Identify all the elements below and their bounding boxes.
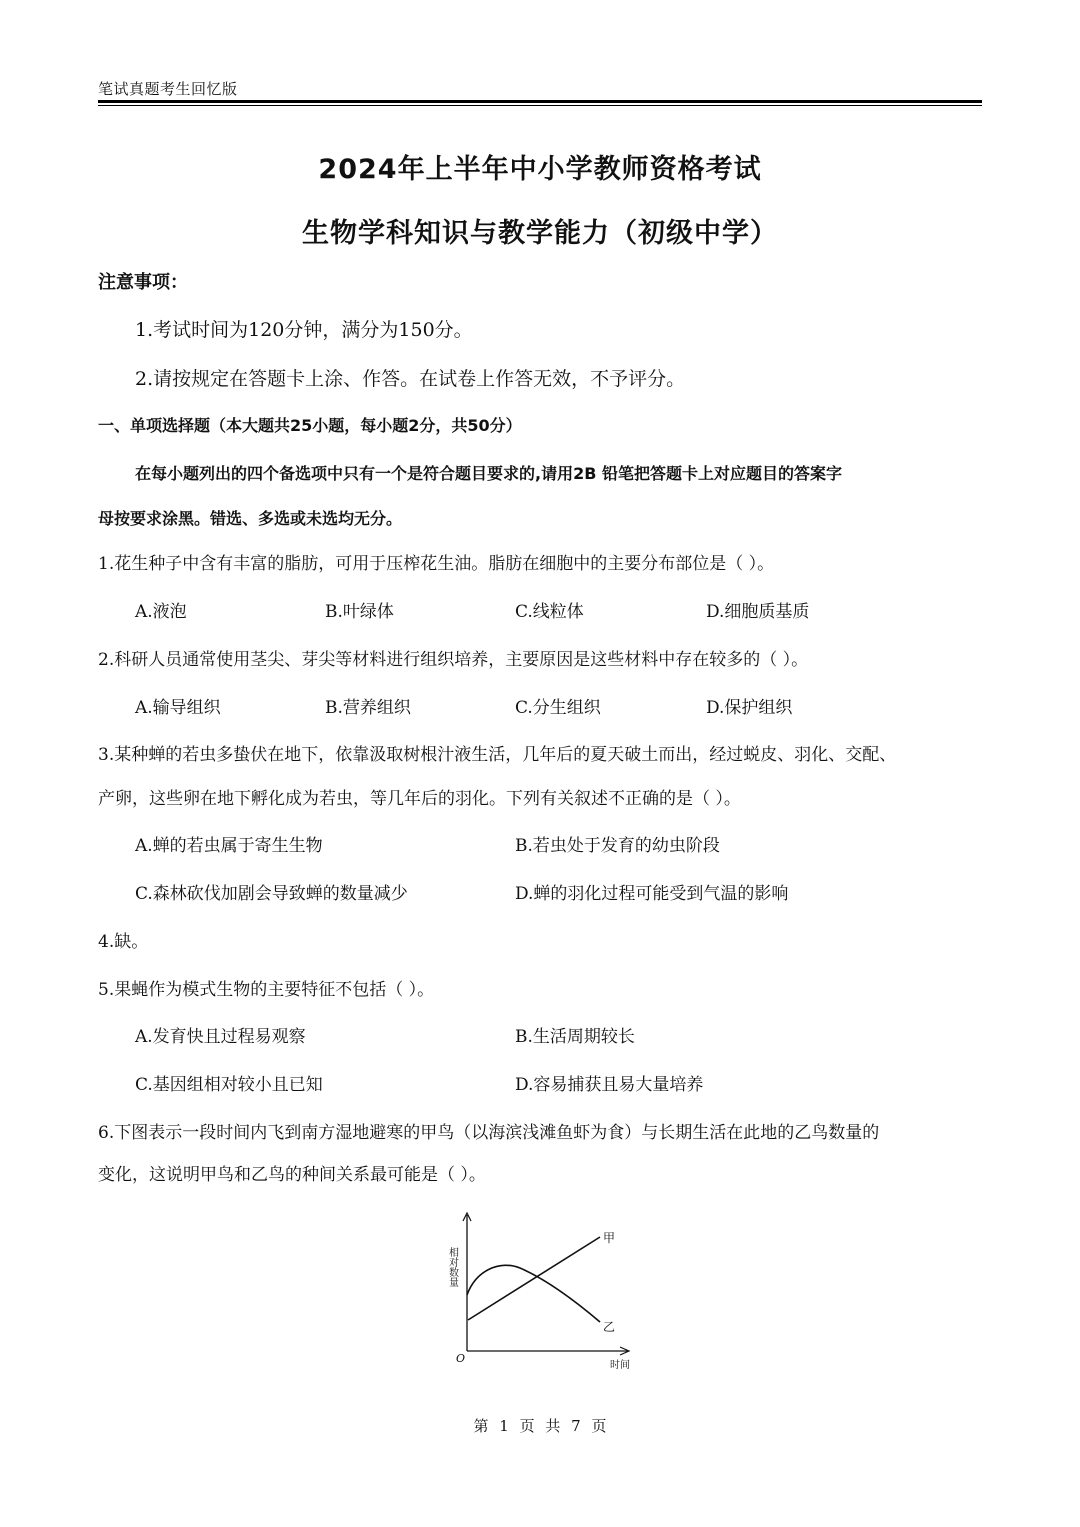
question-stem: 产卵，这些卵在地下孵化成为若虫，等几年后的羽化。下列有关叙述不正确的是（ ）。 <box>98 789 741 809</box>
question-option: C.分生组织 <box>515 698 601 718</box>
question-option: A.输导组织 <box>135 698 221 718</box>
series-line-yi <box>467 1265 600 1322</box>
header-rule-thin <box>98 105 982 106</box>
question-option: B.叶绿体 <box>325 602 394 622</box>
series-line-jia <box>468 1237 600 1320</box>
question-option: D.容易捕获且易大量培养 <box>515 1075 704 1095</box>
header-rule-thick <box>98 100 982 103</box>
x-axis-label: 时间 <box>610 1360 630 1370</box>
origin-label: O <box>456 1352 466 1365</box>
series-label-jia: 甲 <box>603 1231 616 1245</box>
question-stem: 1.花生种子中含有丰富的脂肪，可用于压榨花生油。脂肪在细胞中的主要分布部位是（ ）。 <box>98 554 775 574</box>
question-stem: 3.某种蝉的若虫多蛰伏在地下，依靠汲取树根汁液生活，几年后的夏天破土而出，经过蜕皮、羽化、交配、 <box>98 745 897 765</box>
question-stem: 4.缺。 <box>98 932 149 952</box>
question-option: A.蝉的若虫属于寄生生物 <box>135 836 323 856</box>
question-option: B.生活周期较长 <box>515 1027 635 1047</box>
question-option: D.细胞质基质 <box>706 602 810 622</box>
question-option: D.蝉的羽化过程可能受到气温的影响 <box>515 884 789 904</box>
notice-heading: 注意事项： <box>98 272 188 293</box>
question-option: C.森林砍伐加剧会导致蝉的数量减少 <box>135 884 408 904</box>
y-axis-label: 相对数量 <box>446 1247 458 1287</box>
question-stem: 6.下图表示一段时间内飞到南方湿地避寒的甲鸟（以海滨浅滩鱼虾为食）与长期生活在此地的乙鸟数量的 <box>98 1123 880 1143</box>
notice-item: 1.考试时间为120分钟，满分为150分。 <box>135 319 473 341</box>
page-footer: 第 1 页 共 7 页 <box>473 1417 607 1435</box>
series-label-yi: 乙 <box>603 1320 616 1334</box>
question-option: C.线粒体 <box>515 602 584 622</box>
question-option: B.营养组织 <box>325 698 411 718</box>
exam-title: 2024年上半年中小学教师资格考试 <box>318 154 762 185</box>
question-stem: 2.科研人员通常使用茎尖、芽尖等材料进行组织培养，主要原因是这些材料中存在较多的（ ）。 <box>98 650 809 670</box>
question-option: D.保护组织 <box>706 698 793 718</box>
section-heading: 一、单项选择题（本大题共25小题，每小题2分，共50分） <box>98 416 522 435</box>
section-instruction: 母按要求涂黑。错选、多选或未选均无分。 <box>98 509 403 528</box>
question-option: A.发育快且过程易观察 <box>135 1027 306 1047</box>
header-label: 笔试真题考生回忆版 <box>98 80 238 98</box>
exam-subtitle: 生物学科知识与教学能力（初级中学） <box>302 218 778 249</box>
question-option: A.液泡 <box>135 602 187 622</box>
section-instruction: 在每小题列出的四个备选项中只有一个是符合题目要求的,请用2B 铅笔把答题卡上对应题目的答案字 <box>135 464 842 483</box>
notice-item: 2.请按规定在答题卡上涂、作答。在试卷上作答无效，不予评分。 <box>135 368 686 390</box>
question-option: C.基因组相对较小且已知 <box>135 1075 323 1095</box>
population-chart <box>440 1205 650 1370</box>
question-stem: 5.果蝇作为模式生物的主要特征不包括（ ）。 <box>98 980 435 1000</box>
question-option: B.若虫处于发育的幼虫阶段 <box>515 836 720 856</box>
question-stem: 变化，这说明甲鸟和乙鸟的种间关系最可能是（ ）。 <box>98 1165 486 1185</box>
